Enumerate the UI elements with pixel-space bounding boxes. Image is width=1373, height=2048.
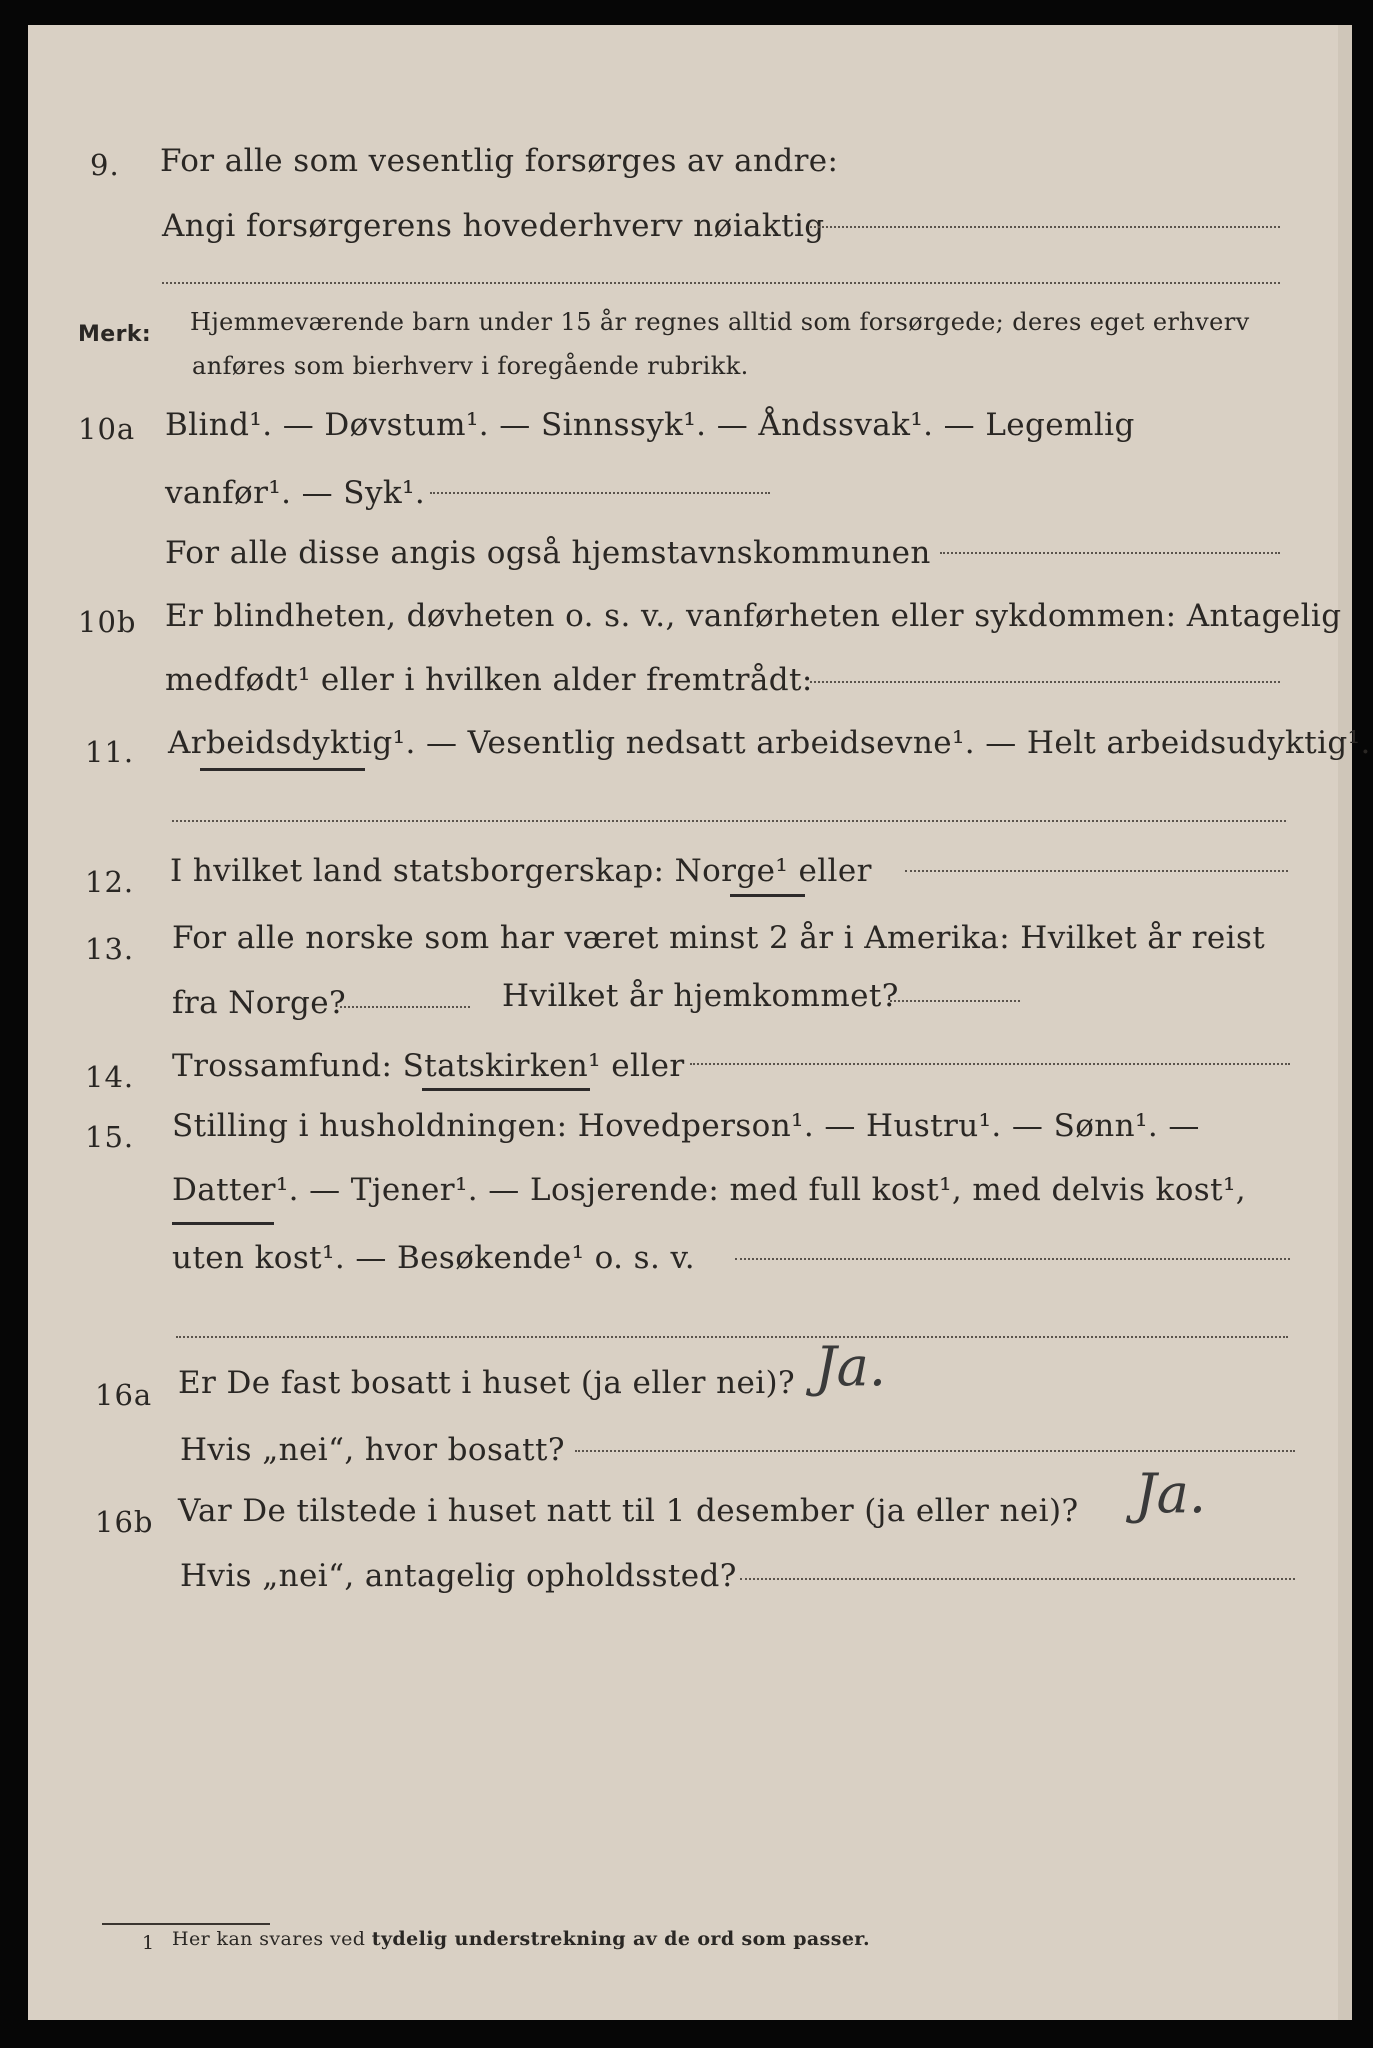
question-14-line-1: Trossamfund: Statskirken¹ eller bbox=[172, 1048, 685, 1084]
footnote-text bbox=[172, 1928, 870, 1950]
underline-arbeidsdyktig bbox=[200, 768, 365, 771]
answer-line-14[interactable] bbox=[690, 1063, 1290, 1065]
footnote-rule bbox=[102, 1923, 270, 1925]
question-13-line-2a: fra Norge? bbox=[172, 985, 347, 1021]
question-16a-line-1: Er De fast bosatt i huset (ja eller nei)? bbox=[178, 1365, 796, 1401]
question-number-13: 13. bbox=[85, 932, 135, 966]
footnote-text-emphasis: tydelig understrekning av de ord som passer. bbox=[371, 1928, 870, 1950]
answer-line-10b[interactable] bbox=[810, 681, 1280, 683]
note-line-1: Hjemmeværende barn under 15 år regnes alltid som forsørgede; deres eget erhverv bbox=[190, 308, 1250, 336]
answer-line-16a[interactable] bbox=[575, 1450, 1295, 1452]
question-number-16b: 16b bbox=[95, 1505, 154, 1539]
question-number-12: 12. bbox=[85, 865, 135, 899]
question-15-line-3: uten kost¹. — Besøkende¹ o. s. v. bbox=[172, 1240, 695, 1276]
question-9-line-1: For alle som vesentlig forsørges av andre: bbox=[160, 143, 839, 179]
underline-statskirken bbox=[422, 1088, 590, 1091]
note-line-2: anføres som bierhverv i foregående rubrikk. bbox=[192, 352, 749, 380]
question-15-line-1: Stilling i husholdningen: Hovedperson¹. — Hustru¹. — Sønn¹. — bbox=[172, 1108, 1200, 1144]
answer-line-12[interactable] bbox=[905, 870, 1288, 872]
answer-line-9b[interactable] bbox=[162, 282, 1280, 284]
question-12-line-1: I hvilket land statsborgerskap: Norge¹ eller bbox=[170, 853, 872, 889]
question-9-line-2: Angi forsørgerens hovederhverv nøiaktig bbox=[162, 208, 825, 244]
underline-norge bbox=[730, 894, 805, 897]
question-10a-line-2: vanfør¹. — Syk¹. bbox=[165, 475, 426, 511]
question-11-line-1: Arbeidsdyktig¹. — Vesentlig nedsatt arbeidsevne¹. — Helt arbeidsudyktig¹. bbox=[168, 725, 1371, 761]
question-16b-line-1: Var De tilstede i huset natt til 1 desember (ja eller nei)? bbox=[178, 1493, 1079, 1529]
answer-line-15a[interactable] bbox=[735, 1258, 1290, 1260]
footnote-marker: 1 bbox=[142, 1932, 155, 1954]
handwritten-answer-16b: Ja. bbox=[1135, 1462, 1207, 1525]
question-number-14: 14. bbox=[85, 1060, 135, 1094]
question-number-11: 11. bbox=[85, 735, 135, 769]
question-number-10a: 10a bbox=[78, 412, 136, 446]
question-13-line-2b: Hvilket år hjemkommet? bbox=[502, 978, 899, 1014]
question-15-line-2: Datter¹. — Tjener¹. — Losjerende: med full kost¹, med delvis kost¹, bbox=[172, 1172, 1247, 1208]
question-10b-line-2: medfødt¹ eller i hvilken alder fremtrådt: bbox=[165, 662, 813, 698]
question-number-16a: 16a bbox=[95, 1378, 153, 1412]
question-16a-line-2: Hvis „nei“, hvor bosatt? bbox=[180, 1432, 565, 1468]
question-10a-line-1: Blind¹. — Døvstum¹. — Sinnssyk¹. — Åndssvak¹. — Legemlig bbox=[165, 407, 1135, 443]
underline-datter bbox=[172, 1222, 274, 1225]
question-13-line-1: For alle norske som har været minst 2 år i Amerika: Hvilket år reist bbox=[172, 920, 1266, 956]
question-number-10b: 10b bbox=[78, 605, 137, 639]
question-number-15: 15. bbox=[85, 1120, 135, 1154]
answer-line-9a[interactable] bbox=[810, 226, 1280, 228]
answer-line-15b[interactable] bbox=[176, 1336, 1288, 1338]
answer-line-13-year-home[interactable] bbox=[890, 1000, 1020, 1002]
question-16b-line-2: Hvis „nei“, antagelig opholdssted? bbox=[180, 1558, 737, 1594]
question-number-9: 9. bbox=[90, 148, 120, 182]
handwritten-answer-16a: Ja. bbox=[815, 1335, 887, 1398]
answer-line-16b[interactable] bbox=[740, 1578, 1295, 1580]
page-edge bbox=[1338, 25, 1352, 2020]
answer-line-13-year-left[interactable] bbox=[340, 1006, 470, 1008]
answer-line-11[interactable] bbox=[172, 820, 1286, 822]
question-10a-line-3: For alle disse angis også hjemstavnskommunen bbox=[165, 535, 931, 571]
footnote-text-plain: Her kan svares ved bbox=[172, 1928, 366, 1950]
answer-line-10a-home[interactable] bbox=[940, 552, 1280, 554]
answer-line-10a[interactable] bbox=[430, 492, 770, 494]
question-10b-line-1: Er blindheten, døvheten o. s. v., vanførheten eller sykdommen: Antagelig bbox=[165, 598, 1342, 634]
note-label: Merk: bbox=[78, 322, 152, 347]
